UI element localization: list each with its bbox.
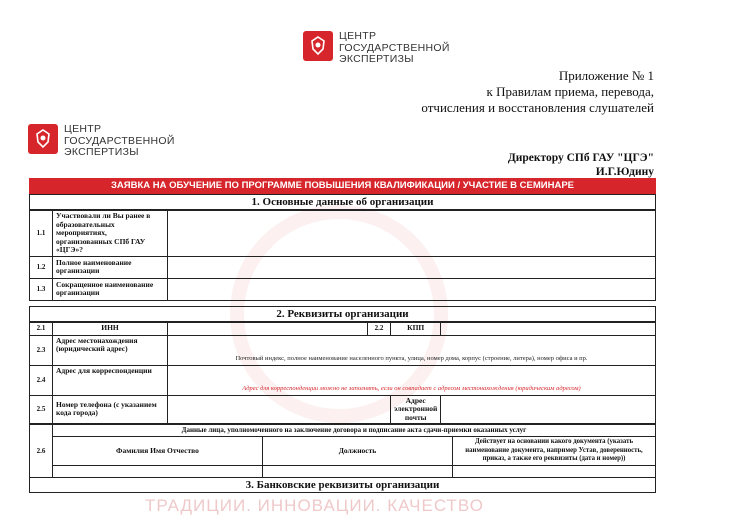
appendix-line-2: к Правилам приема, перевода, bbox=[486, 84, 654, 99]
row-number: 2.6 bbox=[30, 425, 53, 478]
field-label: Полное наименование организации bbox=[53, 256, 168, 278]
field-label: Адрес местонахождения (юридический адрес) bbox=[53, 335, 168, 365]
previous-participation-field[interactable] bbox=[168, 211, 656, 257]
table-row bbox=[30, 437, 656, 466]
table-row bbox=[30, 395, 656, 424]
watermark-slogan: ТРАДИЦИИ. ИННОВАЦИИ. КАЧЕСТВО bbox=[145, 496, 484, 515]
field-label: Данные лица, уполномоченного на заключение договора и подписание акта сдачи-приемки оказанных услуг bbox=[53, 425, 656, 437]
addressee-line-1: Директору СПб ГАУ "ЦГЭ" bbox=[507, 152, 654, 164]
inn-field[interactable] bbox=[168, 322, 368, 335]
legal-address-field[interactable]: Почтовый индекс, полное наименование населенного пункта, улица, номер дома, корпус (строение, литера), номер офиса и пр. bbox=[168, 335, 656, 365]
table-row bbox=[30, 322, 656, 335]
row-number: 2.5 bbox=[30, 395, 53, 424]
column-header: Должность bbox=[263, 437, 453, 466]
short-name-field[interactable] bbox=[168, 278, 656, 300]
table-row bbox=[30, 256, 656, 278]
row-number: 2.3 bbox=[30, 335, 53, 365]
field-label: Адрес электронной почты bbox=[391, 395, 441, 424]
table-row bbox=[30, 335, 656, 365]
section-heading-3: 3. Банковские реквизиты организации bbox=[29, 478, 656, 493]
position-field[interactable] bbox=[263, 465, 453, 477]
appendix-note bbox=[421, 68, 654, 116]
row-number: 1.3 bbox=[30, 278, 53, 300]
appendix-line-1: Приложение № 1 bbox=[558, 68, 654, 83]
field-label: Адрес для корреспонденции bbox=[53, 365, 168, 395]
row-number: 2.2 bbox=[368, 322, 391, 335]
authorized-person-table bbox=[29, 424, 656, 478]
emblem-icon bbox=[28, 124, 58, 154]
form-title: ЗАЯВКА НА ОБУЧЕНИЕ ПО ПРОГРАММЕ ПОВЫШЕНИЯ КВАЛИФИКАЦИИ / УЧАСТИЕ В СЕМИНАРЕ bbox=[29, 178, 656, 194]
section-2-table bbox=[29, 322, 656, 425]
logo-text: ЦЕНТР ГОСУДАРСТВЕННОЙ ЭКСПЕРТИЗЫ bbox=[64, 123, 175, 158]
row-number: 2.1 bbox=[30, 322, 53, 335]
full-name-field[interactable] bbox=[168, 256, 656, 278]
logo-top bbox=[303, 31, 450, 66]
addressee bbox=[508, 151, 654, 179]
field-label: КПП bbox=[391, 322, 441, 335]
postal-address-field[interactable]: Адрес для корреспонденции можно не заполнять, если он совпадает с адресом местонахождения (юридическим адресом) bbox=[168, 365, 656, 395]
row-number: 2.4 bbox=[30, 365, 53, 395]
field-label: Участвовали ли Вы ранее в образовательных мероприятиях, организованных СПб ГАУ «ЦГЭ»? bbox=[53, 211, 168, 257]
emblem-icon bbox=[303, 31, 333, 61]
phone-field[interactable] bbox=[168, 395, 391, 424]
email-field[interactable] bbox=[441, 395, 656, 424]
table-row bbox=[30, 278, 656, 300]
column-header: Фамилия Имя Отчество bbox=[53, 437, 263, 466]
application-form bbox=[29, 178, 656, 493]
appendix-line-3: отчисления и восстановления слушателей bbox=[421, 100, 654, 115]
logo-side bbox=[28, 124, 175, 159]
section-heading-1: 1. Основные данные об организации bbox=[29, 194, 656, 210]
table-row bbox=[30, 465, 656, 477]
table-row bbox=[30, 211, 656, 257]
row-number: 1.2 bbox=[30, 256, 53, 278]
row-number: 1.1 bbox=[30, 211, 53, 257]
field-label: Сокращенное наименование организации bbox=[53, 278, 168, 300]
field-label: ИНН bbox=[53, 322, 168, 335]
authority-document-field[interactable] bbox=[453, 465, 656, 477]
table-row bbox=[30, 365, 656, 395]
field-label: Номер телефона (с указанием кода города) bbox=[53, 395, 168, 424]
table-row bbox=[30, 425, 656, 437]
person-name-field[interactable] bbox=[53, 465, 263, 477]
kpp-field[interactable] bbox=[441, 322, 656, 335]
section-heading-2: 2. Реквизиты организации bbox=[29, 306, 656, 322]
logo-text: ЦЕНТР ГОСУДАРСТВЕННОЙ ЭКСПЕРТИЗЫ bbox=[339, 30, 450, 65]
section-1-table bbox=[29, 210, 656, 301]
addressee-line-2: И.Г.Юдину bbox=[595, 166, 654, 178]
column-header: Действует на основании какого документа (указать наименование документа, например Устав, доверенность, приказ, а также его реквизиты (дата и номер)) bbox=[453, 437, 656, 466]
